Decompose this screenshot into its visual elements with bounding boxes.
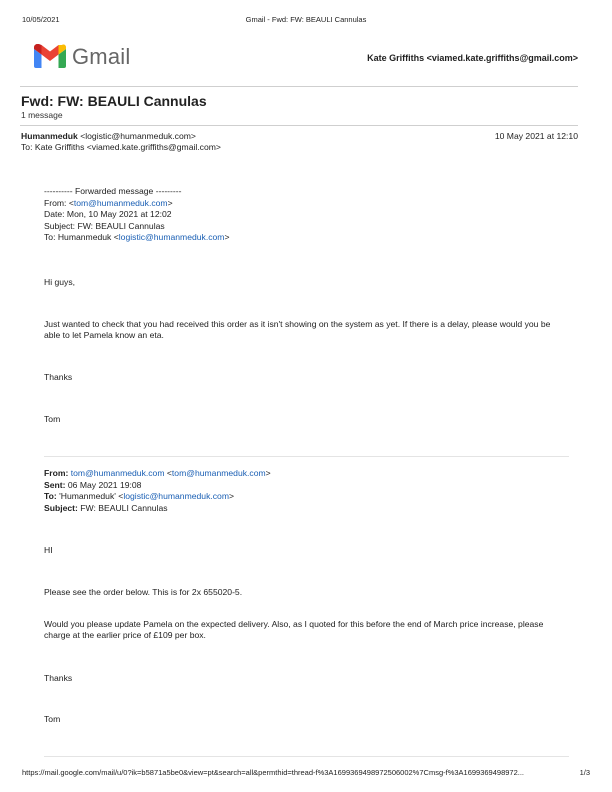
body2-greeting: HI <box>44 545 53 555</box>
message-sender <box>21 131 196 142</box>
quoted-sent-value: 06 May 2021 19:08 <box>65 479 142 490</box>
quoted-from-open: < <box>164 468 172 478</box>
quoted-to-link[interactable]: logistic@humanmeduk.com <box>123 491 229 501</box>
forwarded-from-prefix: From: < <box>44 197 74 208</box>
print-date: 10/05/2021 <box>22 15 60 24</box>
footer-page: 1/3 <box>579 768 590 777</box>
footer-url: https://mail.google.com/mail/u/0?ik=b5871a5be0&view=pt&search=all&permthid=thread-f%3A1699369498972506002%7Cmsg-f%3A1699369498972... <box>22 768 525 777</box>
forwarded-from-suffix: > <box>167 197 173 208</box>
quoted-from-link[interactable]: tom@humanmeduk.com <box>70 468 165 478</box>
quoted-header <box>44 468 271 514</box>
account-name: Kate Griffiths <viamed.kate.griffiths@gmail.com> <box>367 53 578 63</box>
thread-subject: Fwd: FW: BEAULI Cannulas <box>21 93 207 109</box>
sender-name: Humanmeduk <box>21 131 78 141</box>
forwarded-to-suffix: > <box>224 232 230 242</box>
quoted-from <box>44 468 271 480</box>
gmail-wordmark: Gmail <box>72 44 131 69</box>
sender-email: <logistic@humanmeduk.com> <box>80 131 196 141</box>
header-divider <box>20 86 578 87</box>
forwarded-from-link[interactable]: tom@humanmeduk.com <box>73 197 168 208</box>
body2-line1: Please see the order below. This is for 2x 655020-5. <box>44 587 243 597</box>
bottom-divider <box>44 756 569 757</box>
quoted-sent <box>44 480 271 492</box>
quoted-to <box>44 491 271 503</box>
forwarded-to-link[interactable]: logistic@humanmeduk.com <box>118 232 225 242</box>
forwarded-subject: Subject: FW: BEAULI Cannulas <box>44 220 165 231</box>
quoted-from-label: From: <box>44 468 69 478</box>
body2-signoff: Tom <box>44 714 61 724</box>
quoted-to-suffix: > <box>229 491 235 501</box>
gmail-logo <box>34 44 134 72</box>
quoted-subject-label: Subject: <box>44 502 78 513</box>
quote-divider <box>44 456 569 457</box>
body1-thanks: Thanks <box>44 372 73 382</box>
forwarded-header <box>44 186 229 244</box>
body2-paragraph: Would you please update Pamela on the expected delivery. Also, as I quoted for this before the end of March price increase, please charge at the earlier price of £109 per box. <box>44 619 544 641</box>
quoted-subject <box>44 503 271 515</box>
subject-divider <box>20 125 578 126</box>
quoted-subject-value: FW: BEAULI Cannulas <box>77 502 168 513</box>
quoted-to-label: To: <box>44 491 57 501</box>
message-recipient: To: Kate Griffiths <viamed.kate.griffiths@gmail.com> <box>21 142 221 152</box>
quoted-sent-label: Sent: <box>44 479 66 490</box>
message-count: 1 message <box>21 110 63 120</box>
forwarded-date: Date: Mon, 10 May 2021 at 12:02 <box>44 209 172 219</box>
body1-signoff: Tom <box>44 414 61 424</box>
forwarded-from <box>44 198 229 210</box>
body1-paragraph: Just wanted to check that you had received this order as it isn't showing on the system as yet. If there is a delay, please would you be able to let Pamela know an eta. <box>44 319 551 341</box>
gmail-m-icon <box>34 44 66 68</box>
quoted-from-close: > <box>265 468 271 478</box>
quoted-to-prefix: 'Humanmeduk' < <box>56 491 124 501</box>
message-date: 10 May 2021 at 12:10 <box>494 131 578 141</box>
quoted-from-link2[interactable]: tom@humanmeduk.com <box>171 468 266 478</box>
body1-greeting: Hi guys, <box>44 277 76 287</box>
forwarded-marker: ---------- Forwarded message --------- <box>44 186 182 196</box>
print-title: Gmail - Fwd: FW: BEAULI Cannulas <box>245 15 367 24</box>
forwarded-to-prefix: To: Humanmeduk < <box>44 232 119 242</box>
body2-thanks: Thanks <box>44 673 73 683</box>
forwarded-to <box>44 232 229 244</box>
